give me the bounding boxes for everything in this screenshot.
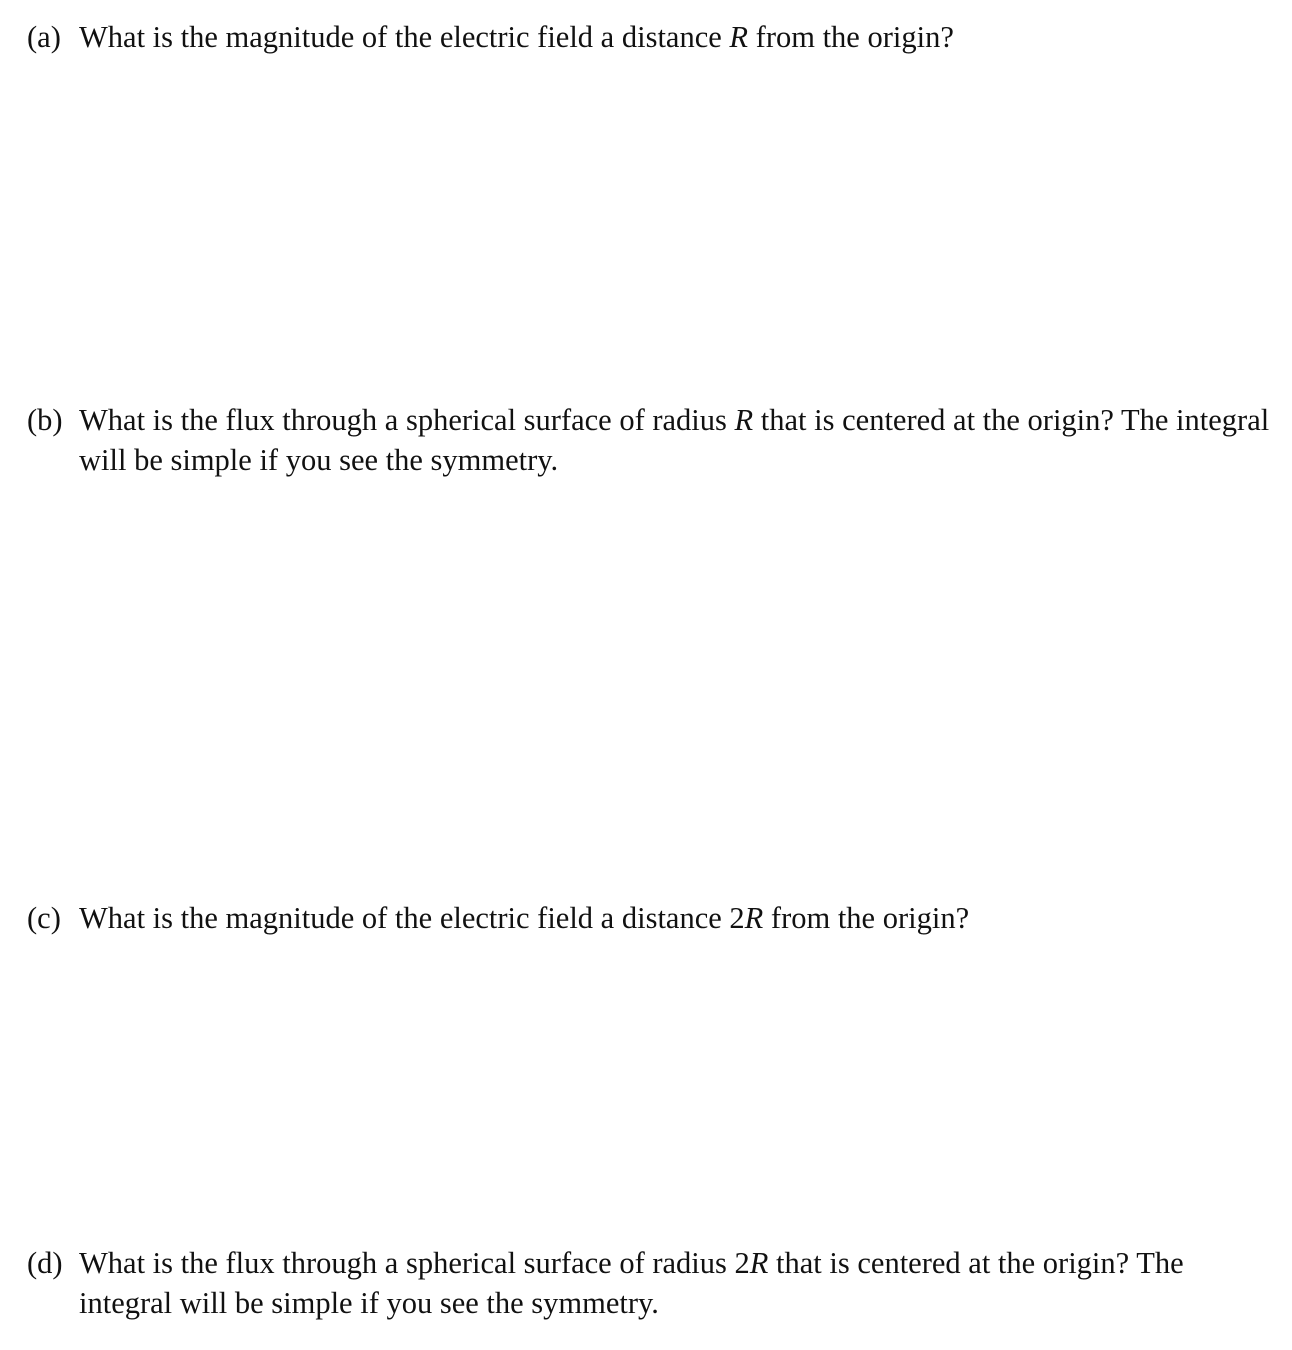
question-a-text (79, 17, 1282, 57)
question-c-variable: R (744, 901, 764, 935)
question-d (27, 1243, 1282, 1323)
question-c-text-after: from the origin? (763, 901, 970, 935)
question-b-text-after: that is centered at the origin? The integral will be simple if you see the symmetry. (79, 403, 1270, 477)
question-d-variable: R (749, 1246, 769, 1280)
question-d-label: (d) (27, 1246, 63, 1280)
question-a-text-before: What is the magnitude of the electric field a distance (79, 20, 730, 54)
question-a-variable: R (729, 20, 749, 54)
question-b (27, 400, 1282, 480)
question-c-text-before: What is the magnitude of the electric field a distance 2 (79, 901, 745, 935)
question-b-text-before: What is the flux through a spherical surface of radius (79, 403, 735, 437)
question-b-label: (b) (27, 403, 63, 437)
question-c-text (79, 898, 1282, 938)
question-a (27, 17, 1282, 57)
question-d-text (79, 1243, 1282, 1323)
question-b-text (79, 400, 1282, 480)
question-c (27, 898, 1282, 938)
question-b-variable: R (734, 403, 754, 437)
question-d-text-before: What is the flux through a spherical surface of radius 2 (79, 1246, 750, 1280)
question-a-label: (a) (27, 20, 61, 54)
question-d-text-after: that is centered at the origin? The integral will be simple if you see the symmetry. (79, 1246, 1184, 1320)
question-c-label: (c) (27, 901, 61, 935)
question-a-text-after: from the origin? (748, 20, 954, 54)
